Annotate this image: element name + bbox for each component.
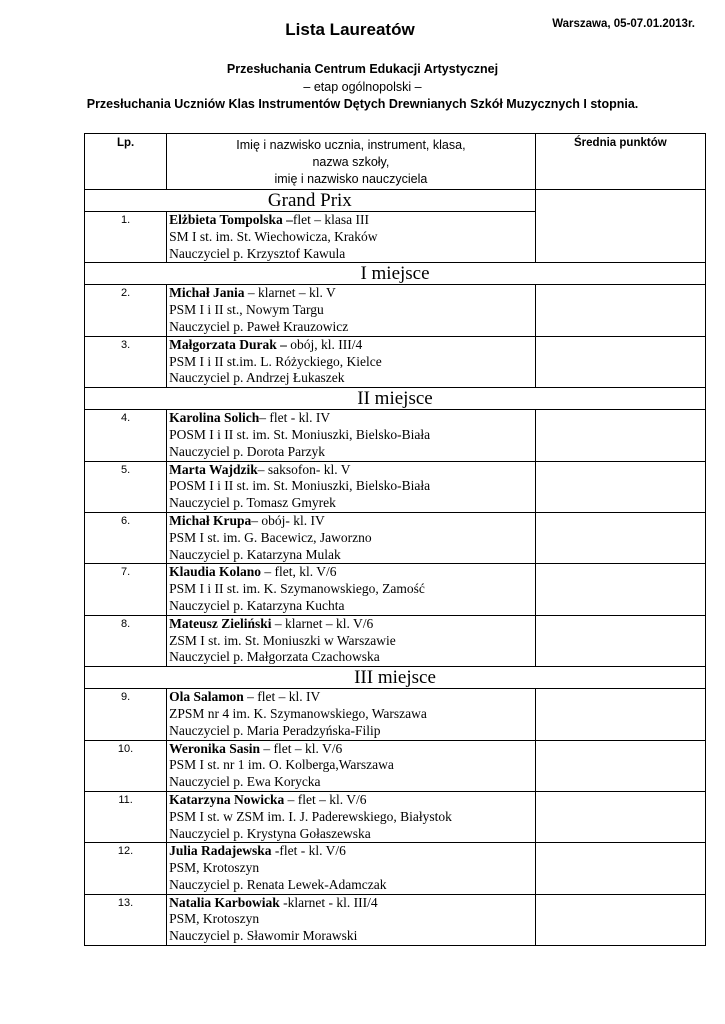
table-body: [85, 190, 706, 946]
category-row: [85, 388, 706, 410]
laureate-name: Ola Salamon: [169, 689, 244, 705]
points-cell: [535, 894, 705, 945]
table-row: [85, 336, 706, 387]
laureate-teacher: Nauczyciel p. Andrzej Łukaszek: [169, 370, 345, 386]
laureate-name: Katarzyna Nowicka: [169, 791, 285, 807]
laureate-name: Mateusz Zieliński: [169, 615, 272, 631]
header-description-line1: Imię i nazwisko ucznia, instrument, klasa,: [236, 138, 466, 152]
row-number: 6.: [85, 512, 167, 563]
laureate-teacher: Nauczyciel p. Katarzyna Kuchta: [169, 597, 345, 613]
laureate-line-1: [169, 689, 535, 706]
laureate-line-1: [169, 285, 535, 302]
table-row: [85, 740, 706, 791]
laureate-name: Julia Radajewska: [169, 843, 272, 859]
header-points: Średnia punktów: [535, 134, 705, 190]
laureate-line-1: [169, 843, 535, 860]
points-cell: [535, 740, 705, 791]
laureate-line-1: [169, 895, 535, 912]
laureate-instrument-class: – flet – kl. V/6: [260, 740, 343, 756]
header-description-line2: nazwa szkoły,: [312, 155, 390, 169]
laureate-entry: [167, 689, 536, 740]
row-number: 12.: [85, 843, 167, 894]
laureate-school: POSM I i II st. im. St. Moniuszki, Bielsko-Biała: [169, 426, 431, 442]
points-cell: [535, 512, 705, 563]
category-label: III miejsce: [85, 667, 706, 689]
laureate-school: POSM I i II st. im. St. Moniuszki, Bielsko-Biała: [169, 478, 431, 494]
category-label: I miejsce: [85, 263, 706, 285]
laureate-name: Małgorzata Durak –: [169, 336, 287, 352]
laureates-table: [84, 133, 706, 946]
laureate-instrument-class: – klarnet – kl. V: [244, 285, 336, 301]
laureate-school: PSM I st. w ZSM im. I. J. Paderewskiego, Białystok: [169, 808, 452, 824]
laureate-name: Elżbieta Tompolska –: [169, 212, 293, 227]
table-row: [85, 689, 706, 740]
laureate-school: PSM I i II st.im. L. Różyckiego, Kielce: [169, 353, 382, 369]
points-cell: [535, 843, 705, 894]
laureate-line-1: [169, 212, 535, 229]
table-row: [85, 285, 706, 336]
laureate-instrument-class: – klarnet – kl. V/6: [271, 615, 374, 631]
laureate-line-1: [169, 410, 535, 427]
laureate-teacher: Nauczyciel p. Katarzyna Mulak: [169, 546, 341, 562]
subtitle-competition: Przesłuchania Uczniów Klas Instrumentów Dętych Drewnianych Szkół Muzycznych I stopnia.: [86, 97, 639, 111]
category-row: [85, 190, 706, 212]
laureate-line-1: [169, 462, 535, 479]
points-cell: [535, 336, 705, 387]
laureate-school: PSM, Krotoszyn: [169, 860, 260, 876]
laureate-teacher: Nauczyciel p. Krzysztof Kawula: [169, 245, 346, 261]
row-number: 13.: [85, 894, 167, 945]
laureate-entry: [167, 564, 536, 615]
row-number: 8.: [85, 615, 167, 666]
laureate-entry: [167, 410, 536, 461]
laureate-instrument-class: -flet - kl. V/6: [271, 843, 346, 859]
laureate-instrument-class: – flet - kl. IV: [259, 410, 331, 426]
document-title: Lista Laureatów: [285, 20, 415, 39]
laureate-teacher: Nauczyciel p. Ewa Korycka: [169, 774, 321, 790]
laureate-instrument-class: – obój- kl. IV: [251, 512, 325, 528]
laureate-school: PSM I i II st. im. K. Szymanowskiego, Zamość: [169, 581, 425, 597]
laureate-school: SM I st. im. St. Wiechowicza, Kraków: [169, 228, 378, 244]
table-row: [85, 410, 706, 461]
row-number: 3.: [85, 336, 167, 387]
table-row: [85, 512, 706, 563]
laureate-instrument-class: – flet – kl. V/6: [284, 791, 367, 807]
laureate-name: Weronika Sasin: [169, 740, 261, 756]
points-cell: [535, 689, 705, 740]
laureate-teacher: Nauczyciel p. Sławomir Morawski: [169, 928, 358, 944]
laureate-entry: [167, 615, 536, 666]
laureate-instrument-class: – saksofon- kl. V: [257, 461, 351, 477]
document-date: Warszawa, 05-07.01.2013r.: [552, 18, 695, 30]
laureate-school: PSM, Krotoszyn: [169, 911, 260, 927]
subtitle-organizer: Przesłuchania Centrum Edukacji Artystycznej: [226, 62, 499, 76]
row-number: 10.: [85, 740, 167, 791]
points-cell: [535, 615, 705, 666]
laureate-entry: [167, 740, 536, 791]
table-header-row: [85, 134, 706, 190]
points-cell: [535, 564, 705, 615]
laureate-school: PSM I st. im. G. Bacewicz, Jaworzno: [169, 529, 372, 545]
header-description: [167, 134, 536, 190]
row-number: 4.: [85, 410, 167, 461]
laureate-teacher: Nauczyciel p. Tomasz Gmyrek: [169, 495, 336, 511]
laureate-teacher: Nauczyciel p. Paweł Krauzowicz: [169, 318, 349, 334]
laureate-name: Klaudia Kolano: [169, 564, 262, 580]
row-number: 2.: [85, 285, 167, 336]
table-row: [85, 791, 706, 842]
category-row: [85, 263, 706, 285]
laureate-teacher: Nauczyciel p. Maria Peradzyńska-Filip: [169, 722, 381, 738]
laureate-teacher: Nauczyciel p. Dorota Parzyk: [169, 443, 326, 459]
laureate-line-1: [169, 741, 535, 758]
category-row: [85, 667, 706, 689]
table-row: [85, 894, 706, 945]
table-row: [85, 564, 706, 615]
laureate-name: Karolina Solich: [169, 410, 260, 426]
laureate-entry: [167, 285, 536, 336]
laureate-instrument-class: -klarnet - kl. III/4: [279, 894, 378, 910]
laureate-name: Natalia Karbowiak: [169, 894, 280, 910]
laureate-teacher: Nauczyciel p. Krystyna Gołaszewska: [169, 825, 371, 841]
laureate-entry: [167, 212, 536, 263]
laureate-school: PSM I st. nr 1 im. O. Kolberga,Warszawa: [169, 757, 394, 773]
header-lp: Lp.: [85, 134, 167, 190]
laureate-entry: [167, 461, 536, 512]
row-number: 5.: [85, 461, 167, 512]
laureate-name: Michał Krupa: [169, 512, 252, 528]
laureate-line-1: [169, 337, 535, 354]
laureate-instrument-class: flet – klasa III: [292, 212, 369, 227]
laureate-school: ZSM I st. im. St. Moniuszki w Warszawie: [169, 632, 396, 648]
laureate-name: Marta Wajdzik: [169, 461, 258, 477]
laureate-instrument-class: – flet – kl. IV: [243, 689, 321, 705]
laureate-school: PSM I i II st., Nowym Targu: [169, 302, 324, 318]
laureate-entry: [167, 843, 536, 894]
laureate-entry: [167, 512, 536, 563]
laureate-teacher: Nauczyciel p. Renata Lewek-Adamczak: [169, 876, 387, 892]
points-cell: [535, 285, 705, 336]
row-number: 7.: [85, 564, 167, 615]
row-number: 9.: [85, 689, 167, 740]
laureate-line-1: [169, 792, 535, 809]
laureate-line-1: [169, 616, 535, 633]
laureate-instrument-class: – flet, kl. V/6: [261, 564, 337, 580]
category-label: II miejsce: [85, 388, 706, 410]
points-cell: [535, 791, 705, 842]
row-number: 1.: [85, 212, 167, 263]
laureate-name: Michał Jania: [169, 285, 245, 301]
points-cell: [535, 410, 705, 461]
table-row: [85, 461, 706, 512]
laureate-entry: [167, 336, 536, 387]
header-description-line3: imię i nazwisko nauczyciela: [274, 172, 428, 186]
laureate-school: ZPSM nr 4 im. K. Szymanowskiego, Warszawa: [169, 705, 427, 721]
laureate-entry: [167, 894, 536, 945]
laureate-entry: [167, 791, 536, 842]
laureate-line-1: [169, 513, 535, 530]
points-cell: [535, 461, 705, 512]
laureate-line-1: [169, 564, 535, 581]
table-row: [85, 615, 706, 666]
points-cell: [535, 190, 705, 263]
category-label: Grand Prix: [85, 190, 536, 212]
table-row: [85, 843, 706, 894]
row-number: 11.: [85, 791, 167, 842]
subtitle-stage: – etap ogólnopolski –: [303, 80, 422, 94]
laureate-instrument-class: obój, kl. III/4: [286, 336, 363, 352]
laureate-teacher: Nauczyciel p. Małgorzata Czachowska: [169, 649, 380, 665]
